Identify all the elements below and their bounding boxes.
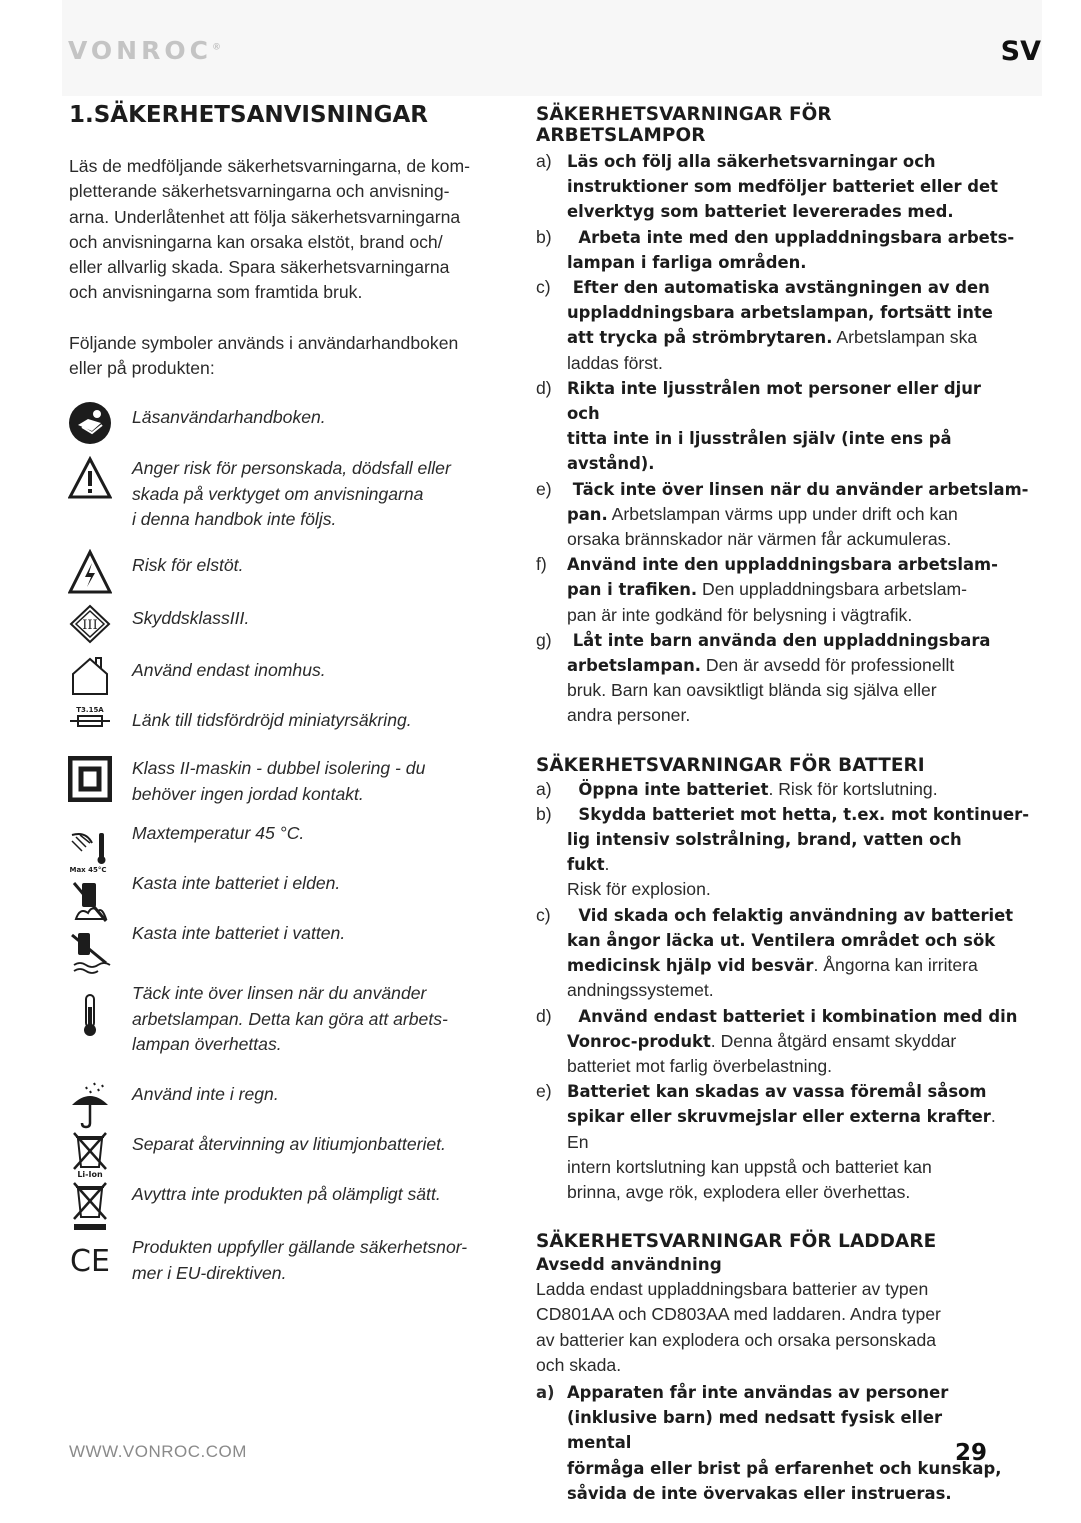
right-column	[536, 104, 1030, 1506]
section-title-work-lamps: SÄKERHETSVARNINGAR FÖR ARBETSLAMPOR	[536, 104, 832, 146]
page-title: 1.SÄKERHETSANVISNINGAR	[69, 102, 428, 128]
list-item: b) Arbeta inte med den uppladdningsbara arbets- lampan i farliga områden.	[536, 226, 1015, 272]
svg-text:CE: CE	[70, 1244, 110, 1280]
svg-text:III: III	[82, 618, 98, 634]
symbol-text: Kasta inte batteriet i elden.	[132, 873, 341, 894]
list-item: a) Öppna inte batteriet. Risk för kortslutning.	[536, 778, 938, 799]
list-item: c) Vid skada och felaktig användning av batteriet kan ångor läcka ut. Ventilera området och sök medicinsk hjälp vid besvär. Ångorna kan irritera andningssystemet.	[536, 904, 1014, 1001]
list-item: b) Skydda batteriet mot hetta, t.ex. mot kontinuer- lig intensiv solstrålning, brand, vatten och fukt. Risk för explosion.	[536, 803, 1030, 900]
double-insulation-icon	[67, 756, 113, 804]
symbol-text: Läsanvändarhandboken.	[132, 407, 326, 428]
list-item: f) Använd inte den uppladdningsbara arbetslam- pan i trafiken. Den uppladdningsbara arbetslam- pan är inte godkänd för belysning i vägtrafik.	[536, 554, 998, 625]
section-title-battery: SÄKERHETSVARNINGAR FÖR BATTERI	[536, 754, 925, 776]
battery-warnings	[536, 777, 1030, 1205]
subtitle-intended-use: Avsedd användning	[536, 1254, 722, 1275]
symbol-text: Klass II-maskin - dubbel isolering - du behöver ingen jordad kontakt.	[132, 758, 426, 804]
list-item: a) Apparaten får inte användas av personer (inklusive barn) med nedsatt fysisk eller mental förmåga eller brist på erfarenhet och kunskap, såvida de inte övervakas eller instrueras.	[536, 1382, 1002, 1503]
page-number: 29	[955, 1440, 988, 1466]
read-manual-icon	[67, 401, 113, 449]
list-item: e) Täck inte över linsen när du använder arbetslam- pan. Arbetslampan värms upp under drift och kan orsaka brännskador när värmen får ackumuleras.	[536, 478, 1029, 550]
list-item: d) Använd endast batteriet i kombination med din Vonroc-produkt. Denna åtgärd ensamt skyddar batteriet mot farlig överbelastning.	[536, 1005, 1018, 1076]
list-item: e) Batteriet kan skadas av vassa föremål såsom spikar eller skruvmejslar eller externa krafter. En intern kortslutning kan uppstå och batteriet kan brinna, avge rök, explodera eller överhettas.	[536, 1081, 996, 1202]
symbol-text: SkyddsklassIII.	[132, 608, 250, 629]
list-item: c) Efter den automatiska avstängningen av den uppladdningsbara arbetslampan, fortsätt inte att trycka på strömbrytaren. Arbetslampan ska laddas först.	[536, 277, 993, 373]
brand-logo: VONROC®	[68, 36, 221, 65]
max-temperature-icon	[67, 829, 113, 877]
symbol-text: Länk till tidsfördröjd miniatyrsäkring.	[132, 710, 412, 731]
symbol-text: Använd inte i regn.	[132, 1084, 279, 1105]
symbol-text: Maxtemperatur 45 °C.	[132, 823, 305, 844]
list-item: d) Rikta inte ljusstrålen mot personer eller djur och titta inte in i ljusstrålen själv (inte ens på avstånd).	[536, 377, 981, 474]
svg-text:Li-Ion: Li-Ion	[77, 1170, 103, 1180]
fuse-icon	[67, 704, 113, 752]
protection-class-iii-icon	[67, 604, 113, 652]
weee-bin-icon	[67, 1181, 113, 1229]
no-fire-icon	[67, 879, 113, 927]
symbol-text: Separat återvinning av litiumjonbatteriet.	[132, 1134, 446, 1155]
electric-shock-icon	[67, 549, 113, 597]
symbol-text: Använd endast inomhus.	[132, 660, 326, 681]
symbol-text: Kasta inte batteriet i vatten.	[132, 923, 346, 944]
intro-paragraph: Läs de medföljande säkerhetsvarningarna, de kom- pletterande säkerhetsvarningarna och anvisning- arna. Underlåtenhet att följa säkerhetsvarningarna och anvisningarna kan orsaka elstöt, brand och/ eller allvarlig skada. Spara säkerhetsvarningarna och anvisningarna som framtida bruk.	[69, 156, 470, 303]
symbols-intro: Följande symboler används i användarhandboken eller på produkten:	[69, 332, 459, 379]
no-rain-icon	[67, 1081, 113, 1129]
symbol-text: Avyttra inte produkten på olämpligt sätt.	[132, 1184, 441, 1205]
no-water-icon	[67, 929, 113, 977]
warning-triangle-icon	[67, 456, 113, 504]
work-lamp-warnings	[536, 149, 1029, 729]
left-column	[69, 96, 524, 1283]
thermometer-icon	[67, 991, 113, 1039]
list-item: g) Låt inte barn använda den uppladdningsbara arbetslampan. Den är avsedd för professionellt bruk. Barn kan oavsiktligt blända sig själva eller andra personer.	[536, 629, 991, 726]
symbol-text: Produkten uppfyller gällande säkerhetsnor- mer i EU-direktiven.	[132, 1237, 468, 1283]
ce-mark-icon	[67, 1237, 113, 1285]
indoor-use-icon	[67, 654, 113, 702]
svg-text:T3.15A: T3.15A	[76, 706, 104, 715]
footer-url: WWW.VONROC.COM	[69, 1442, 247, 1461]
charger-paragraph: Ladda endast uppladdningsbara batterier av typen CD801AA och CD803AA med laddaren. Andra typer av batterier kan explodera och orsaka personskada och skada.	[536, 1279, 941, 1375]
charger-warnings	[536, 1380, 1006, 1506]
list-item: a) Läs och följ alla säkerhetsvarningar och instruktioner som medföljer batteriet eller det elverktyg som batteriet levererades med.	[536, 151, 998, 222]
symbol-text: Anger risk för personskada, dödsfall eller skada på verktyget om anvisningarna i denna handbok inte följs.	[132, 458, 451, 529]
svg-text:Max 45°C: Max 45°C	[69, 866, 107, 875]
language-code: SV	[1000, 36, 1041, 67]
li-ion-recycling-icon	[67, 1131, 113, 1179]
symbol-text: Täck inte över linsen när du använder arbetslampan. Detta kan göra att arbets- lampan överhettas.	[132, 983, 448, 1054]
section-title-charger: SÄKERHETSVARNINGAR FÖR LADDARE	[536, 1231, 937, 1253]
symbol-text: Risk för elstöt.	[132, 555, 244, 576]
